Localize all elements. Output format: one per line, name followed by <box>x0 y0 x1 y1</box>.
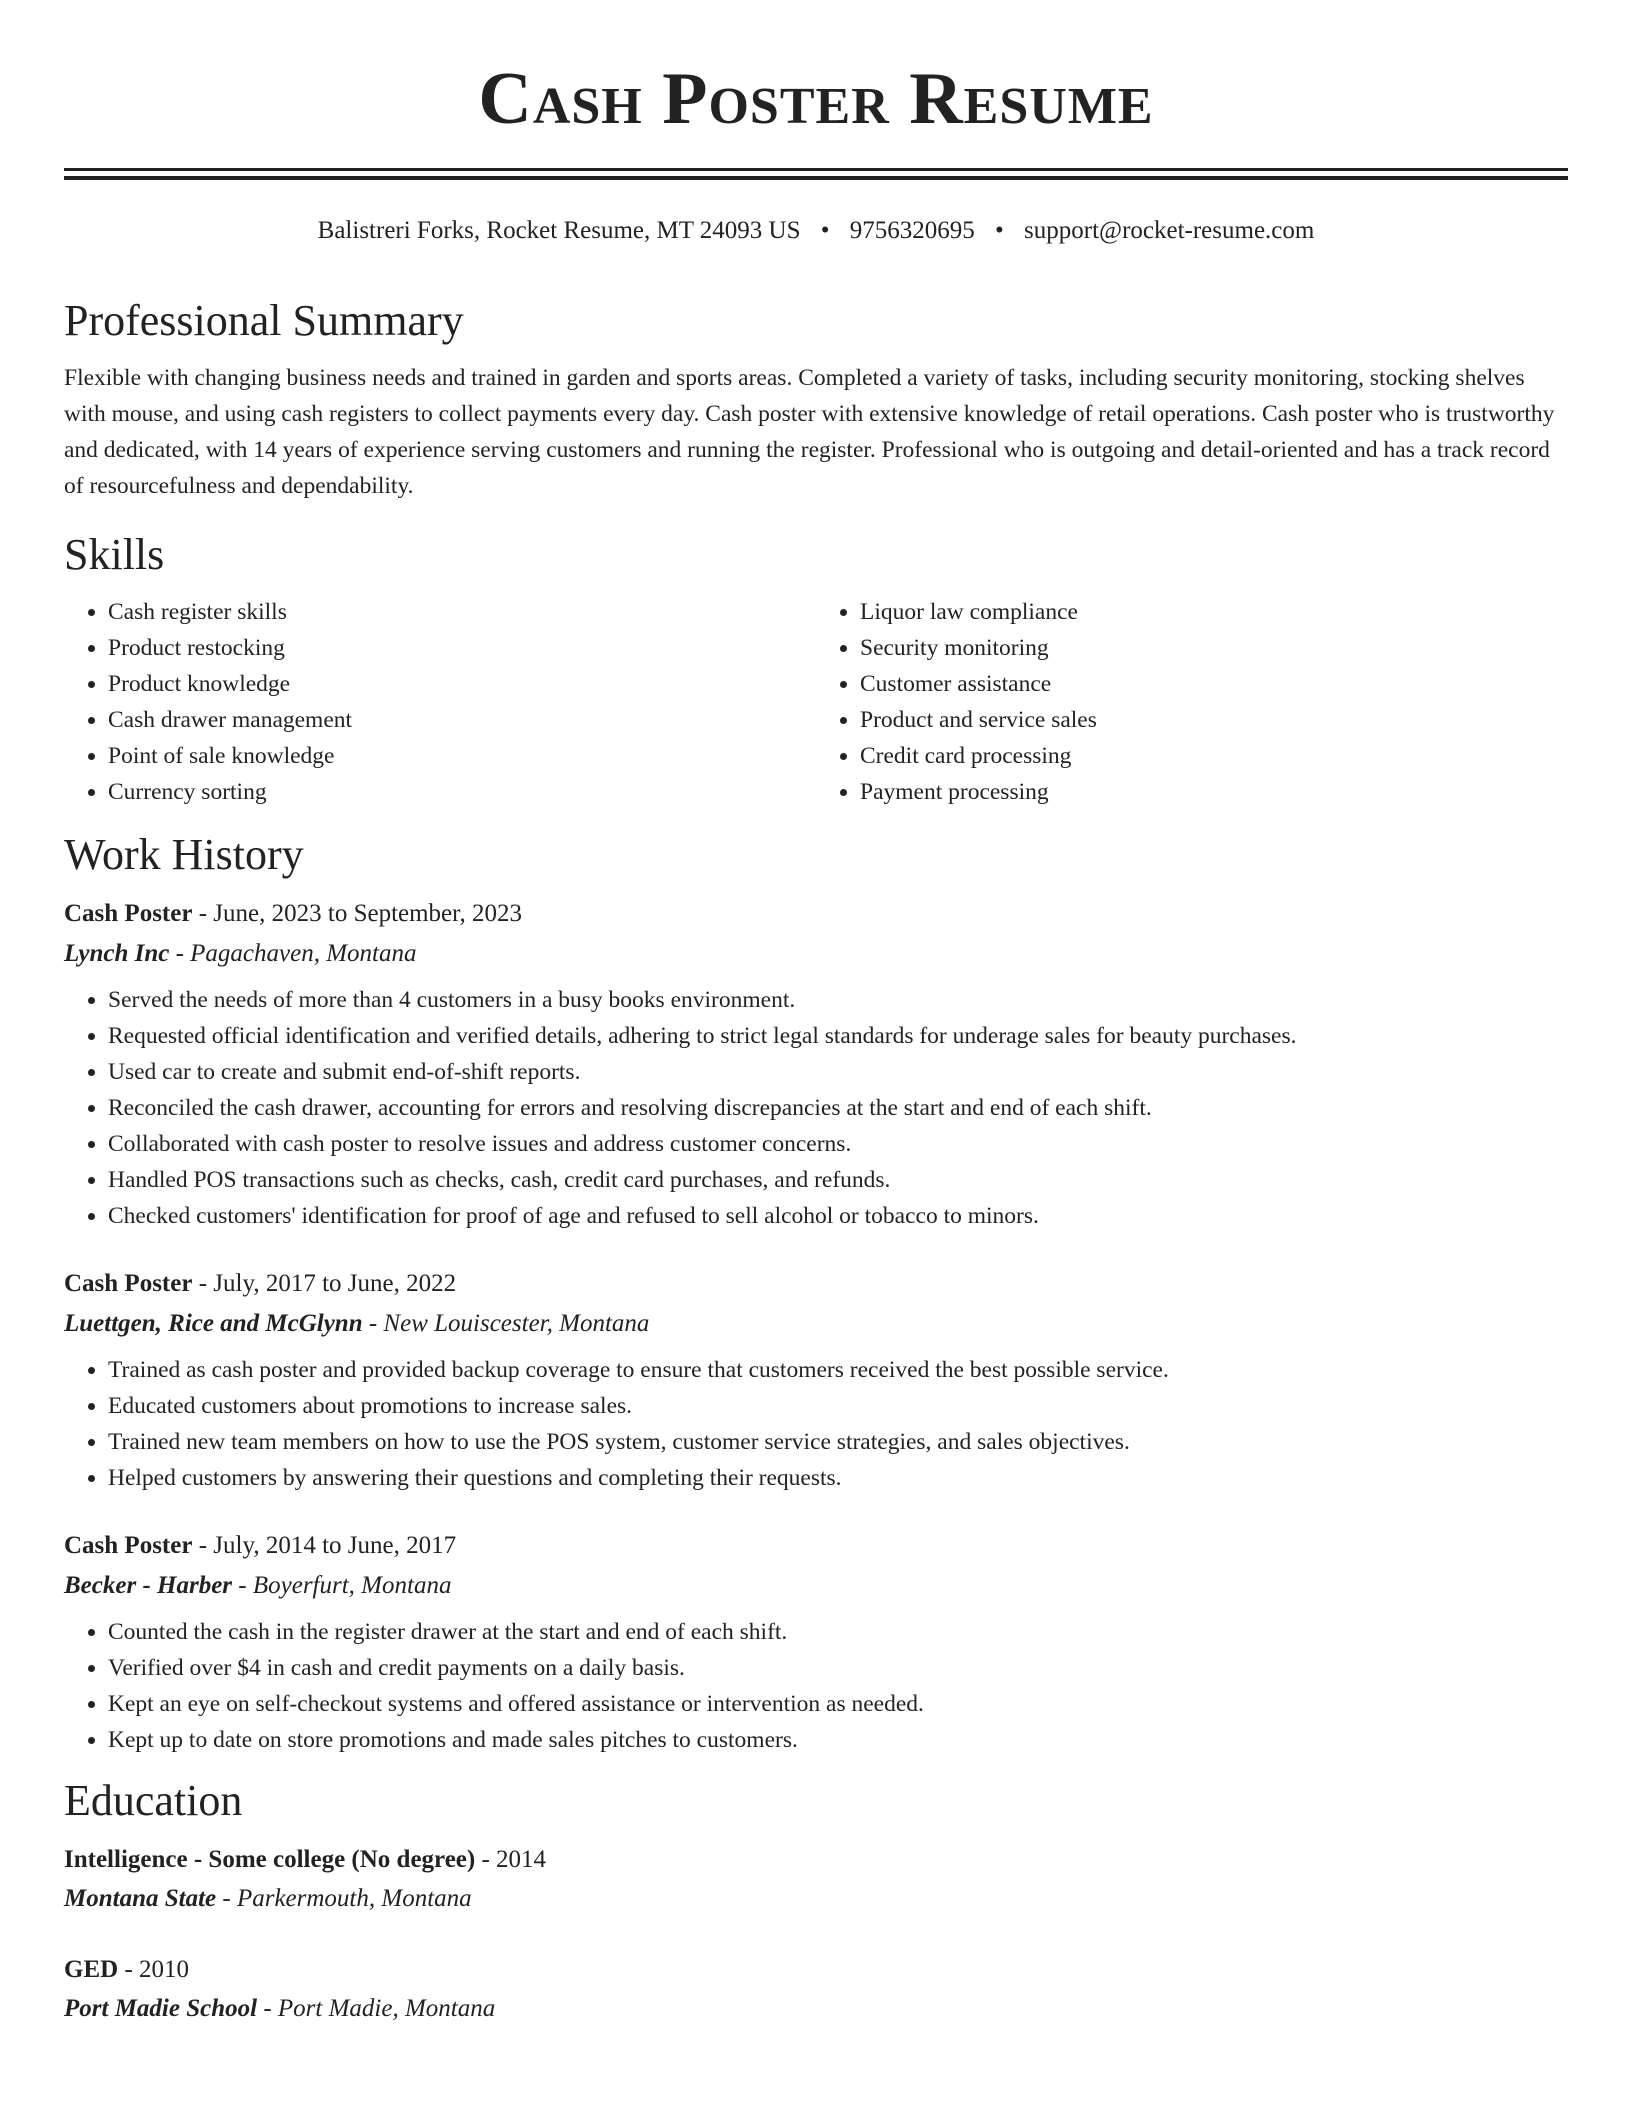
contact-phone: 9756320695 <box>849 217 975 244</box>
contact-email: support@rocket-resume.com <box>1024 217 1315 244</box>
education-degree-line <box>64 1840 1568 1880</box>
skill-item: • Liquor law compliance <box>860 594 1568 630</box>
resume-content <box>64 286 1568 2060</box>
job-bullet: • Requested official identification and verified details, adhering to strict legal standards for underage sales for beauty purchases. <box>108 1018 1568 1054</box>
summary-text: Flexible with changing business needs and trained in garden and sports areas. Completed a variety of tasks, including security monitoring, stocking shelves with mouse, and using cash registers to collect payments every day. Cash poster with extensive knowledge of retail operations. Cash poster who is trustworthy and dedicated, with 14 years of experience serving customers and running the register. Professional who is outgoing and detail-oriented and has a track record of resourcefulness and dependability. <box>64 365 1555 499</box>
skill-item: • Currency sorting <box>108 774 816 810</box>
job-title-line <box>64 1264 1568 1304</box>
job-title: Cash Poster <box>64 900 193 927</box>
job-entry <box>64 894 1568 1234</box>
education-school-line <box>64 1990 1568 2028</box>
job-location: - Pagachaven, Montana <box>169 940 417 967</box>
job-dates: - July, 2017 to June, 2022 <box>192 1270 457 1297</box>
skill-item: • Customer assistance <box>860 666 1568 702</box>
skills-heading: Skills <box>64 530 165 579</box>
contact-address: Balistreri Forks, Rocket Resume, MT 24093 US <box>317 217 801 244</box>
education-location: - Parkermouth, Montana <box>216 1885 472 1912</box>
job-company: Becker - Harber <box>64 1572 233 1599</box>
education-year: - 2010 <box>118 1956 190 1983</box>
job-company-line <box>64 1304 1568 1344</box>
skills-list-left <box>64 594 816 810</box>
skill-item: • Credit card processing <box>860 738 1568 774</box>
job-bullet: • Handled POS transactions such as checks, cash, credit card purchases, and refunds. <box>108 1162 1568 1198</box>
summary-section <box>64 294 1568 504</box>
education-year: - 2014 <box>475 1846 547 1873</box>
skills-list-right <box>816 594 1568 810</box>
job-company-line <box>64 1566 1568 1606</box>
summary-heading: Professional Summary <box>64 296 464 345</box>
skills-section <box>64 528 1568 810</box>
job-entry <box>64 1526 1568 1758</box>
job-bullet: • Trained new team members on how to use the POS system, customer service strategies, and sales objectives. <box>108 1424 1568 1460</box>
job-bullet: • Served the needs of more than 4 customers in a busy books environment. <box>108 982 1568 1018</box>
education-degree: GED <box>64 1956 119 1983</box>
skill-item: • Product and service sales <box>860 702 1568 738</box>
education-entry <box>64 1840 1568 1918</box>
job-bullet: • Helped customers by answering their questions and completing their requests. <box>108 1460 1568 1496</box>
education-degree-line <box>64 1950 1568 1990</box>
job-bullet: • Verified over $4 in cash and credit payments on a daily basis. <box>108 1650 1568 1686</box>
job-bullet: • Kept an eye on self-checkout systems and offered assistance or intervention as needed. <box>108 1686 1568 1722</box>
title-divider-top <box>64 168 1568 171</box>
skill-item: • Payment processing <box>860 774 1568 810</box>
job-dates: - July, 2014 to June, 2017 <box>192 1532 457 1559</box>
education-location: - Port Madie, Montana <box>257 1995 496 2022</box>
skill-item: • Point of sale knowledge <box>108 738 816 774</box>
skill-item: • Security monitoring <box>860 630 1568 666</box>
job-company: Luettgen, Rice and McGlynn <box>64 1310 363 1337</box>
job-location: - Boyerfurt, Montana <box>232 1572 452 1599</box>
skills-columns <box>64 594 1568 810</box>
skill-item: • Product restocking <box>108 630 816 666</box>
job-title: Cash Poster <box>64 1532 193 1559</box>
job-bullets <box>64 1352 1568 1496</box>
title-divider-bottom <box>64 176 1568 180</box>
education-heading: Education <box>64 1776 243 1825</box>
education-school-line <box>64 1880 1568 1918</box>
education-degree: Intelligence - Some college (No degree) <box>64 1846 476 1873</box>
job-bullet: • Educated customers about promotions to increase sales. <box>108 1388 1568 1424</box>
job-company: Lynch Inc <box>64 940 170 967</box>
contact-line <box>0 214 1632 248</box>
job-bullet: • Trained as cash poster and provided backup coverage to ensure that customers received the best possible service. <box>108 1352 1568 1388</box>
job-location: - New Louiscester, Montana <box>362 1310 650 1337</box>
job-bullets <box>64 982 1568 1234</box>
contact-separator: • <box>820 217 830 244</box>
skill-item: • Product knowledge <box>108 666 816 702</box>
job-bullet: • Kept up to date on store promotions and made sales pitches to customers. <box>108 1722 1568 1758</box>
job-bullet: • Collaborated with cash poster to resolve issues and address customer concerns. <box>108 1126 1568 1162</box>
job-entry <box>64 1264 1568 1496</box>
education-section <box>64 1774 1568 2028</box>
education-school: Port Madie School <box>64 1995 258 2022</box>
education-entry <box>64 1950 1568 2028</box>
contact-separator: • <box>995 217 1004 244</box>
job-bullet: • Reconciled the cash drawer, accounting for errors and resolving discrepancies at the start and end of each shift. <box>108 1090 1568 1126</box>
job-title-line <box>64 894 1568 934</box>
job-title: Cash Poster <box>64 1270 193 1297</box>
job-bullet: • Used car to create and submit end-of-shift reports. <box>108 1054 1568 1090</box>
job-bullet: • Counted the cash in the register drawer at the start and end of each shift. <box>108 1614 1568 1650</box>
skill-item: • Cash register skills <box>108 594 816 630</box>
job-title-line <box>64 1526 1568 1566</box>
work-history-heading: Work History <box>64 830 304 879</box>
skill-item: • Cash drawer management <box>108 702 816 738</box>
resume-title: Cash Poster Resume <box>478 58 1154 140</box>
work-history-section <box>64 828 1568 1758</box>
job-bullets <box>64 1614 1568 1758</box>
job-dates: - June, 2023 to September, 2023 <box>192 900 522 927</box>
job-bullet: • Checked customers' identification for proof of age and refused to sell alcohol or tobacco to minors. <box>108 1198 1568 1234</box>
job-company-line <box>64 934 1568 974</box>
education-school: Montana State <box>64 1885 217 1912</box>
